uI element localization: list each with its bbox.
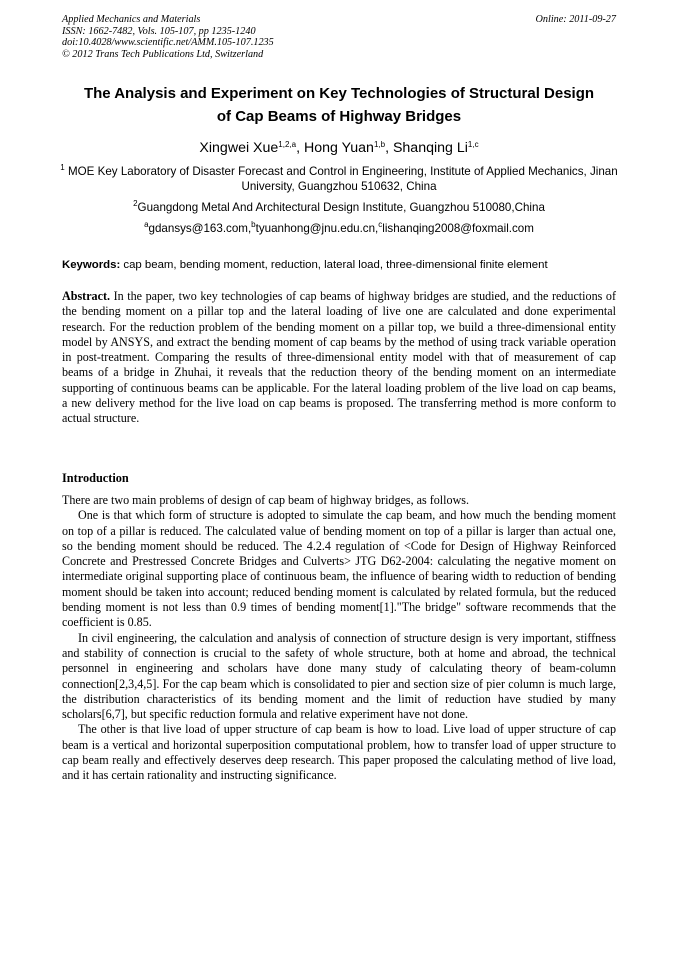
keywords-label: Keywords: xyxy=(62,259,121,271)
intro-paragraph: The other is that live load of upper structure of cap beam is how to load. Live load of upper structure of cap beam is a vertical and horizontal superposition computational problem, how to transfer load of upper structure to cap beam really and effectively deserves deep research. This paper proposed the calculating method of live load, and it has certain rationality and instructing significance. xyxy=(62,722,616,783)
journal-name: Applied Mechanics and Materials xyxy=(62,14,201,25)
author-affiliation-mark: 1,c xyxy=(467,140,479,149)
intro-paragraph: One is that which form of structure is adopted to simulate the cap beam, and how much the bending moment on top of a pillar is reduced. The calculated value of bending moment on top of a pillar is larger than actual one, so the bending moment should be reduced. The 4.2.4 regulation of <Code for Design of Highway Reinforced Concrete and Prestressed Concrete Bridges and Culverts> JTG D62-2004: calculating the negative moment on intermediate original supporting place of continuous beam, the influence of bearing width to reduction of bending moment should be taken into account; reduced bending moment is calculated by related formula, but the reduced bending moment is not less than 0.9 times of bending moment[1]."The bridge" software recommends that the coefficient is 0.85. xyxy=(62,508,616,630)
email-mark: c xyxy=(378,220,383,229)
copyright-line: © 2012 Trans Tech Publications Ltd, Switzerland xyxy=(62,48,264,60)
author-separator: , xyxy=(296,140,304,156)
author-name: Shanqing Li xyxy=(392,140,468,156)
affiliation-2 xyxy=(60,200,618,215)
keywords-line xyxy=(62,258,616,273)
abstract-label: Abstract. xyxy=(62,289,111,303)
author-affiliation-mark: 1,b xyxy=(373,140,386,149)
author-separator: , xyxy=(385,140,393,156)
author-name: Xingwei Xue xyxy=(199,140,279,156)
email-address[interactable]: lishanqing2008@foxmail.com xyxy=(382,222,534,235)
introduction-body xyxy=(62,493,616,784)
intro-paragraph: There are two main problems of design of cap beam of highway bridges, as follows. xyxy=(62,493,470,507)
email-list xyxy=(60,221,618,236)
email-address[interactable]: gdansys@163.com, xyxy=(148,222,252,235)
author-affiliation-mark: 1,2,a xyxy=(278,140,297,149)
intro-paragraph: In civil engineering, the calculation and analysis of connection of structure design is very important, stiffness and stability of connection is crucial to the safety of whole structure, both at home and abroad, the technical personnel in engineering and scholars have done many study of calculating theory of beam-column connection[2,3,4,5]. For the cap beam which is consolidated to pier and section size of pier column is much large, the distribution characteristics of its bending moment and the limit of reduction have studied by many scholars[6,7], but specific reduction formula and relative experiment have not done. xyxy=(62,630,616,722)
author-name: Hong Yuan xyxy=(303,140,374,156)
issn-line: ISSN: 1662-7482, Vols. 105-107, pp 1235-1240 xyxy=(62,25,256,37)
doi-line: doi:10.4028/www.scientific.net/AMM.105-107.1235 xyxy=(62,37,274,49)
author-list xyxy=(40,139,638,157)
email-mark: b xyxy=(251,220,256,229)
title-line-1: The Analysis and Experiment on Key Technologies of Structural Design xyxy=(83,85,595,102)
online-date: Online: 2011-09-27 xyxy=(535,14,616,25)
affiliation-number: 2 xyxy=(133,199,138,208)
paper-title xyxy=(52,82,626,128)
title-line-2: of Cap Beams of Highway Bridges xyxy=(216,108,462,125)
abstract-text: In the paper, two key technologies of cap beams of highway bridges are studied, and the reductions of the bending moment on a pillar top and the lateral loading of live one are calculated and done experimental research. For the reduction problem of the bending moment on a pillar top, we build a three-dimensional entity model by ANSYS, and extract the bending moment of cap beams by the method of using track variable operation in post-treatment. Comparing the results of three-dimensional entity model with that of measurement of cap beams of a bridge in Zhuhai, it reveals that the reduction theory of the bending moment on an intermediate supporting of continuous beams can be applicable. For the lateral loading problem of the live load on cap beams, a new delivery method for the live load on cap beams is proposed. The transferring method is more conform to actual structure. xyxy=(62,289,616,426)
affiliation-1 xyxy=(60,164,618,194)
affiliation-number: 1 xyxy=(60,163,65,172)
section-heading-introduction: Introduction xyxy=(62,471,129,485)
journal-header xyxy=(62,14,616,60)
abstract-paragraph xyxy=(62,289,616,427)
email-address[interactable]: tyuanhong@jnu.edu.cn, xyxy=(255,222,379,235)
affiliation-text: MOE Key Laboratory of Disaster Forecast and Control in Engineering, Institute of Applied Mechanics, Jinan University, Guangzhou 510632, China xyxy=(67,165,618,193)
affiliation-text: Guangdong Metal And Architectural Design Institute, Guangzhou 510080,China xyxy=(137,201,545,214)
keywords-text: cap beam, bending moment, reduction, lateral load, three-dimensional finite element xyxy=(120,259,548,271)
email-mark: a xyxy=(144,220,149,229)
